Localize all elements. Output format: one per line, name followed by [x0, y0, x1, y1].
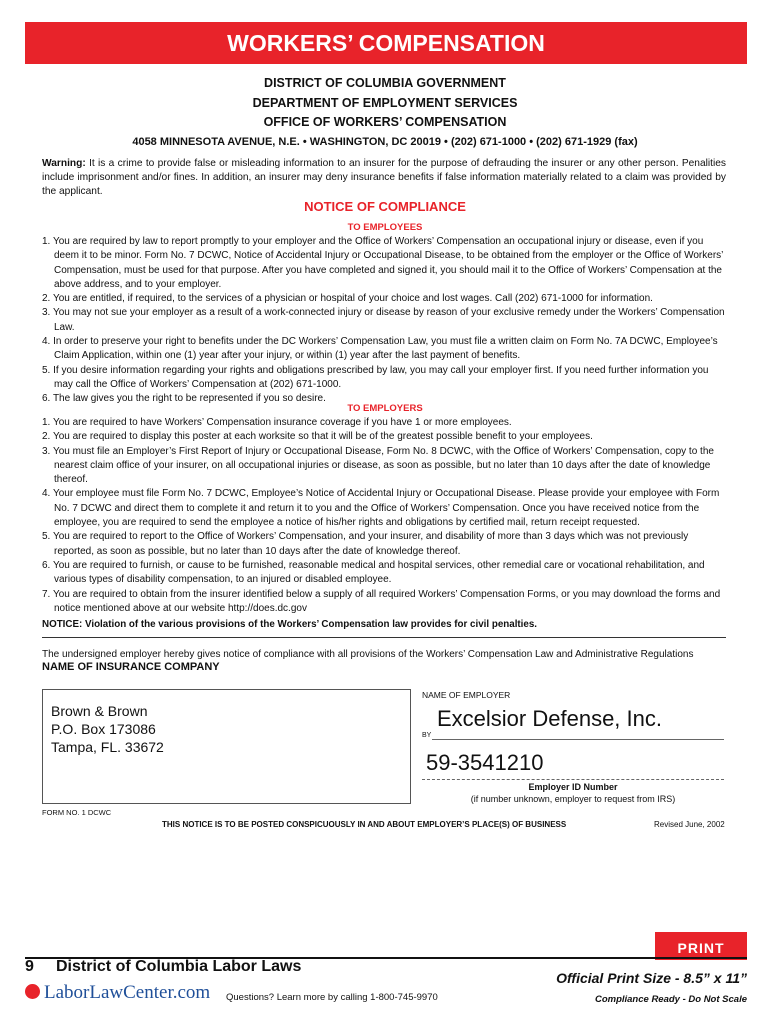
list-item: 5. If you desire information regarding your rights and obligations prescribed by law, you may call your employer first. If you need further information you may call the Office of Workers’ Compensation at (202) 671-1000. — [42, 364, 709, 390]
ein-line — [422, 779, 724, 780]
warning-label: Warning: — [42, 158, 86, 169]
list-item: 1. You are required by law to report promptly to your employer and the Office of Workers’ Compensation an occupational injury or disease, even if you deem it to be minor. Form No. 7 DCWC, Notice of Accidental Injury or Occupational Disease, to be obtained from the employer or the Office of Workers’ Compensation, must be used for that purpose. After you have completed and signed it, you should mail it to the Office of Workers’ Compensation at the above address, and to your employer. — [42, 236, 723, 290]
employees-list — [42, 235, 728, 407]
print-size: Official Print Size - 8.5” x 11” — [556, 970, 747, 986]
employers-list — [42, 416, 728, 616]
by-label: BY — [422, 732, 432, 739]
employer-id-field[interactable]: 59-3541210 — [426, 750, 544, 775]
insurance-company-label: NAME OF INSURANCE COMPANY — [42, 661, 220, 673]
insurance-company-field[interactable] — [42, 689, 411, 804]
list-item: 4. Your employee must file Form No. 7 DCWC, Employee’s Notice of Accidental Injury or Occupational Disease. Please provide your employee with Form No. 7 DCWC and direct them to complete it and return it to you and the Office of Workers’ Compensation. Once you have received notice from the employee, you are required to send the employee a notice of his/her rights and obligations by certified mail, return receipt requested. — [42, 488, 720, 529]
posting-instruction: THIS NOTICE IS TO BE POSTED CONSPICUOUSLY IN AND ABOUT EMPLOYER’S PLACE(S) OF BUSINESS — [162, 820, 567, 829]
insurance-line-2: P.O. Box 173086 — [51, 721, 156, 737]
divider — [42, 637, 726, 638]
title-banner: WORKERS’ COMPENSATION — [25, 22, 747, 64]
employers-heading: TO EMPLOYERS — [347, 403, 423, 414]
employer-name-field[interactable]: Excelsior Defense, Inc. — [437, 706, 662, 731]
form-number: FORM NO. 1 DCWC — [42, 808, 112, 817]
signature-line — [432, 739, 724, 740]
page-number: 9 — [25, 958, 34, 975]
warning-paragraph — [42, 157, 726, 199]
header-line-2: DEPARTMENT OF EMPLOYMENT SERVICES — [252, 96, 518, 110]
logo-text: LaborLawCenter — [44, 982, 173, 1003]
list-item: 3. You may not sue your employer as a result of a work-connected injury or disease by reason of your exclusive remedy under the Workers’ Compensation Law. — [42, 307, 725, 333]
employer-id-label: Employer ID Number — [528, 782, 618, 792]
list-item: 3. You must file an Employer’s First Report of Injury or Occupational Disease, Form No. 8 DCWC, with the Office of Workers’ Compensation, copy to the nearest claim office of your insurer, on all occupational injuries or disease, as soon as possible, but no later than 10 days after the date of knowledge thereof. — [42, 445, 714, 486]
header-line-1: DISTRICT OF COLUMBIA GOVERNMENT — [264, 76, 506, 90]
insurance-line-3: Tampa, FL. 33672 — [51, 739, 164, 755]
employer-name-label: NAME OF EMPLOYER — [422, 690, 511, 700]
list-item: 2. You are entitled, if required, to the services of a physician or hospital of your choice and lost wages. Call (202) 671-1000 for information. — [42, 293, 653, 305]
logo-icon — [25, 984, 40, 999]
header-line-3: OFFICE OF WORKERS’ COMPENSATION — [263, 115, 507, 129]
insurance-line-1: Brown & Brown — [51, 703, 148, 719]
violation-notice: NOTICE: Violation of the various provisions of the Workers’ Compensation law provides for civil penalties. — [42, 619, 538, 630]
revision-date: Revised June, 2002 — [654, 820, 725, 829]
employees-heading: TO EMPLOYEES — [347, 222, 423, 233]
office-address: 4058 MINNESOTA AVENUE, N.E. • WASHINGTON, DC 20019 • (202) 671-1000 • (202) 671-1929 (fax) — [132, 136, 638, 148]
list-item: 1. You are required to have Workers’ Compensation insurance coverage if you have 1 or more employees. — [42, 417, 512, 428]
print-button[interactable]: PRINT — [655, 932, 747, 960]
compliance-ready: Compliance Ready - Do Not Scale — [594, 994, 747, 1005]
list-item: 6. The law gives you the right to be represented if you so desire. — [42, 393, 326, 405]
law-title: District of Columbia Labor Laws — [56, 958, 302, 975]
notice-title: NOTICE OF COMPLIANCE — [304, 199, 466, 214]
list-item: 4. In order to preserve your right to benefits under the DC Workers’ Compensation Law, you must file a written claim on Form No. 7A DCWC, Employee’s Claim Application, within one (1) year after your injury, or within (1) year after the last payment of benefits. — [42, 336, 718, 362]
compliance-statement: The undersigned employer hereby gives notice of compliance with all provisions of the Workers’ Compensation Law and Administrative Regulations — [42, 649, 694, 660]
employer-id-note: (if number unknown, employer to request from IRS) — [470, 794, 676, 804]
list-item: 2. You are required to display this poster at each worksite so that it will be of the greatest possible benefit to your employees. — [42, 431, 593, 443]
list-item: 7. You are required to obtain from the insurer identified below a supply of all required Workers’ Compensation Forms, or you may download the forms and notice mentioned above at our website http://does.dc.gov — [42, 588, 721, 614]
laborlawcenter-logo[interactable] — [25, 982, 210, 1004]
list-item: 6. You are required to furnish, or cause to be furnished, reasonable medical and hospital services, other remedial care or vocational rehabilitation, and various types of disability compensation, to an injured or disabled employee. — [42, 559, 705, 586]
questions-text: Questions? Learn more by calling 1-800-745-9970 — [226, 992, 438, 1003]
warning-text: It is a crime to provide false or misleading information to an insurer for the purpose of defrauding the insurer or any other person. Penalities include imprisonment and/or fines. In addition, an insurer may deny insurance benefits if false information materially related to a claim was provided by the applicant. — [42, 158, 726, 197]
logo-domain: .com — [172, 982, 211, 1003]
list-item: 5. You are required to report to the Office of Workers’ Compensation, and your insurer, and disability of more than 3 days which was not previously reported, as soon as possible, but no later than 10 days after the date of knowledge thereof. — [42, 531, 689, 557]
